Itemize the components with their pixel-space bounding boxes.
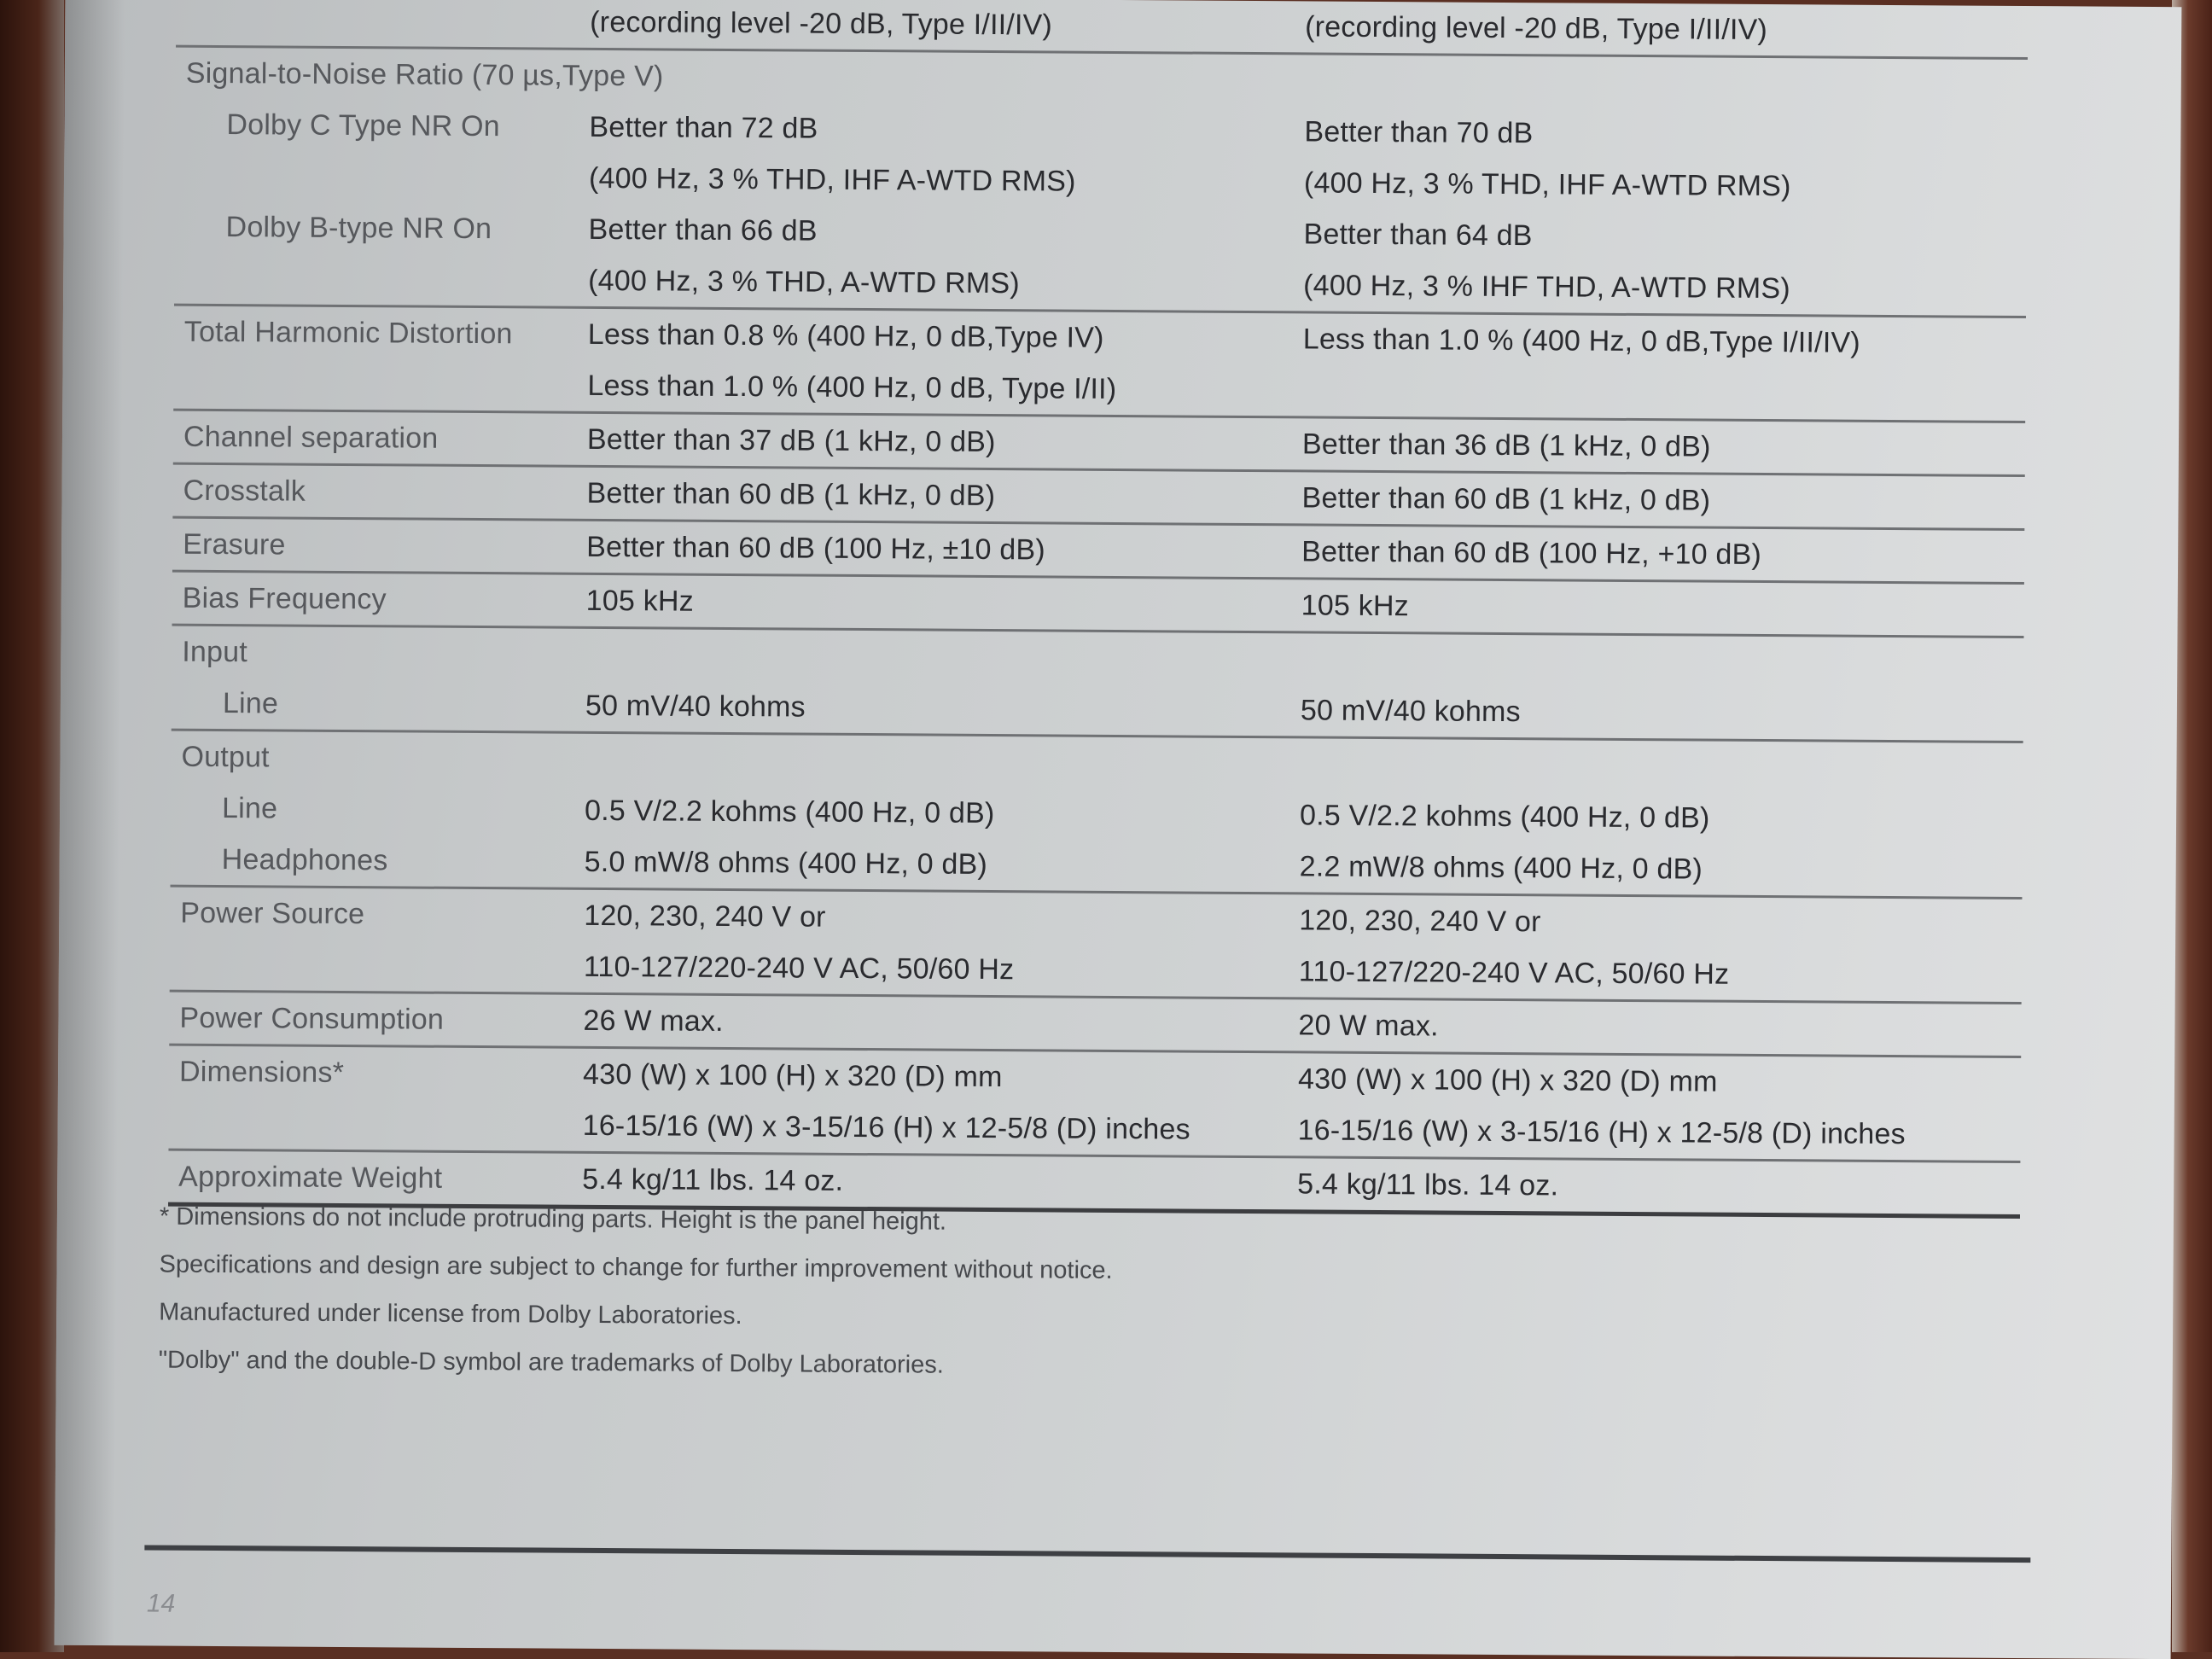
specifications-table (168, 0, 2028, 1219)
spec-label (169, 1123, 583, 1126)
spec-value-model-1: 5.0 mW/8 ohms (400 Hz, 0 dB) (584, 845, 988, 881)
spec-value-model-2: 50 mV/40 kohms (1300, 693, 1521, 728)
spec-value-model-2: Better than 64 dB (1303, 217, 1533, 252)
spec-value-model-1: 0.5 V/2.2 kohms (400 Hz, 0 dB) (584, 794, 995, 830)
spec-value-model-1: Better than 37 dB (1 kHz, 0 dB) (586, 422, 996, 458)
spec-value-model-1: 430 (W) x 100 (H) x 320 (D) mm (582, 1057, 1003, 1093)
spec-label: Bias Frequency (182, 581, 387, 615)
spec-value-model-1: Better than 60 dB (1 kHz, 0 dB) (586, 476, 996, 512)
manual-page (55, 0, 2182, 1659)
spec-value-model-2: (400 Hz, 3 % IHF THD, A-WTD RMS) (1303, 268, 1790, 305)
footnote-trademark: "Dolby" and the double-D symbol are trademarks of Dolby Laboratories. (158, 1346, 944, 1379)
spec-value-model-1: Better than 72 dB (589, 110, 818, 145)
spec-label (176, 20, 590, 22)
spec-label: Dimensions* (178, 1055, 345, 1089)
footnote-dimensions: * Dimensions do not include protruding parts. Height is the panel height. (159, 1202, 947, 1236)
spec-label: Power Source (180, 896, 365, 930)
spec-value-model-2: 430 (W) x 100 (H) x 320 (D) mm (1297, 1062, 1718, 1098)
spec-group-total-harmonic-distortion (173, 306, 2026, 423)
spec-value-model-1: Better than 66 dB (588, 212, 818, 247)
spec-label: Approximate Weight (178, 1160, 443, 1195)
spec-value-model-2: Better than 70 dB (1304, 114, 1534, 149)
spec-group-signal-to-noise (174, 48, 2028, 318)
spec-value-model-1: 26 W max. (583, 1004, 724, 1038)
bottom-rule (144, 1545, 2030, 1563)
spec-value-model-2: (400 Hz, 3 % THD, IHF A-WTD RMS) (1303, 166, 1791, 202)
spec-value-model-1: (recording level -20 dB, Type I/II/IV) (590, 5, 1053, 41)
footnotes (159, 1193, 1866, 1395)
spec-label: Erasure (183, 527, 286, 562)
spec-sublabel: Dolby B-type NR On (225, 210, 492, 245)
spec-value-model-1: 110-127/220-240 V AC, 50/60 Hz (583, 950, 1015, 986)
spec-label: Signal-to-Noise Ratio (70 µs,Type V) (185, 56, 664, 92)
spec-value-model-2: 110-127/220-240 V AC, 50/60 Hz (1298, 954, 1730, 991)
spec-label: Crosstalk (183, 474, 306, 508)
spec-value-model-2: 105 kHz (1301, 588, 1409, 622)
spec-label: Power Consumption (179, 1001, 445, 1036)
spec-value-model-2: 16-15/16 (W) x 3-15/16 (H) x 12-5/8 (D) inches (1297, 1113, 1906, 1150)
spec-label (173, 383, 587, 386)
spec-value-model-1: Better than 60 dB (100 Hz, ±10 dB) (586, 530, 1045, 566)
spec-value-model-1: 16-15/16 (W) x 3-15/16 (H) x 12-5/8 (D) inches (582, 1109, 1190, 1146)
spec-value-model-2: (recording level -20 dB, Type I/II/IV) (1305, 9, 1768, 46)
spec-value-model-1: (400 Hz, 3 % THD, A-WTD RMS) (588, 264, 1020, 300)
spec-value-model-1: Less than 1.0 % (400 Hz, 0 dB, Type I/II) (587, 369, 1117, 405)
spec-value-model-1: 105 kHz (585, 584, 695, 618)
page-fold-shadow (55, 0, 125, 1645)
spec-value-model-1: Less than 0.8 % (400 Hz, 0 dB,Type IV) (587, 317, 1104, 354)
spec-label (175, 176, 589, 178)
spec-sublabel: Dolby C Type NR On (226, 108, 500, 143)
spec-value-model-2: 120, 230, 240 V or (1299, 903, 1541, 938)
spec-label: Input (182, 635, 248, 668)
spec-label (174, 278, 588, 281)
spec-group-power-source (170, 888, 2023, 1004)
spec-value-model-2: Less than 1.0 % (400 Hz, 0 dB,Type I/II/IV) (1302, 322, 1860, 359)
spec-sublabel: Line (221, 791, 278, 824)
spec-value-model-2 (1302, 390, 2025, 395)
footnote-specifications: Specifications and design are subject to change for further improvement without notice. (159, 1250, 1113, 1284)
spec-sublabel: Line (222, 686, 279, 719)
spec-label: Total Harmonic Distortion (183, 315, 513, 350)
spec-value-model-1: (400 Hz, 3 % THD, IHF A-WTD RMS) (588, 161, 1076, 198)
spec-value-model-2: Better than 60 dB (100 Hz, +10 dB) (1301, 534, 1762, 571)
background-left (0, 0, 64, 1652)
spec-sublabel: Headphones (221, 842, 388, 876)
spec-value-model-2: Better than 60 dB (1 kHz, 0 dB) (1301, 480, 1711, 517)
page-number: 14 (146, 1589, 176, 1618)
spec-label (170, 964, 584, 967)
spec-value-model-2: 0.5 V/2.2 kohms (400 Hz, 0 dB) (1299, 798, 1710, 835)
spec-group-dimensions (168, 1046, 2021, 1163)
spec-value-model-1: 5.4 kg/11 lbs. 14 oz. (582, 1162, 844, 1197)
spec-value-model-1: 50 mV/40 kohms (585, 689, 806, 724)
spec-group-output (171, 731, 2023, 899)
footnote-license: Manufactured under license from Dolby Laboratories. (159, 1298, 742, 1330)
spec-value-model-2: 20 W max. (1298, 1008, 1439, 1042)
spec-label: Channel separation (183, 420, 439, 455)
spec-value-model-2: 5.4 kg/11 lbs. 14 oz. (1297, 1167, 1559, 1202)
spec-value-model-2: Better than 36 dB (1 kHz, 0 dB) (1301, 427, 1711, 463)
spec-group-input (172, 626, 2024, 743)
spec-value-model-1: 120, 230, 240 V or (584, 899, 826, 934)
spec-value-model-2: 2.2 mW/8 ohms (400 Hz, 0 dB) (1299, 849, 1703, 886)
spec-label: Output (181, 740, 270, 773)
